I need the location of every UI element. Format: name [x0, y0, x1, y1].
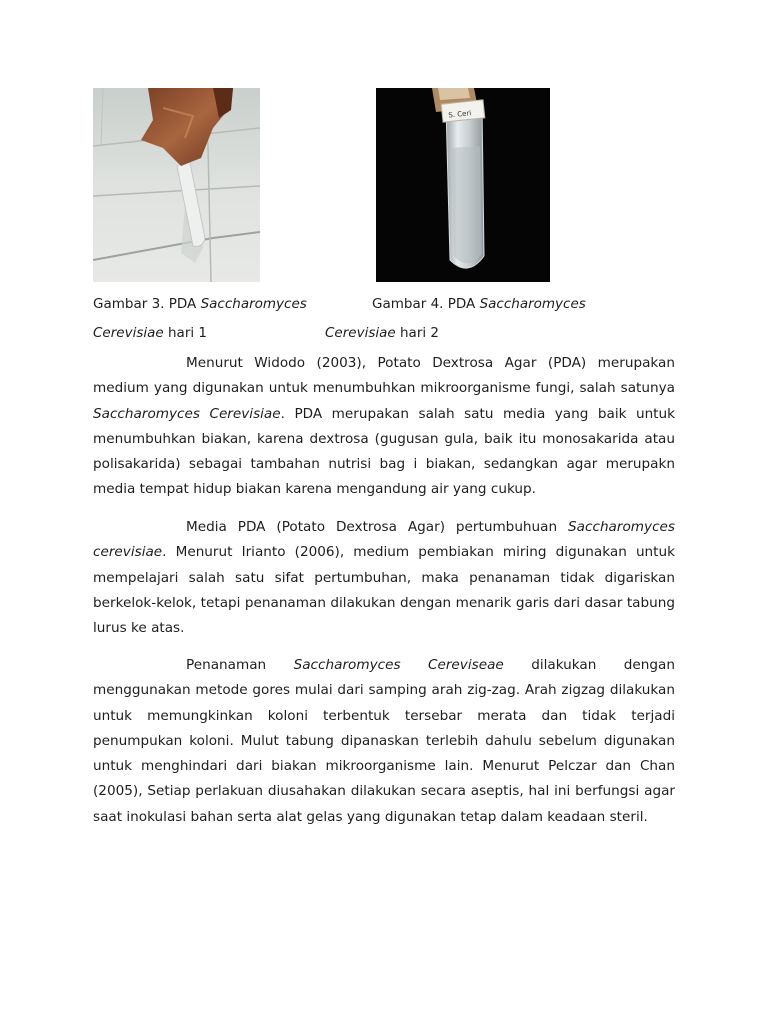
caption-prefix: Gambar 4. PDA	[372, 296, 480, 312]
paragraph-widodo	[93, 351, 675, 503]
paragraph-irianto	[93, 515, 675, 641]
caption-species: Cerevisiae	[93, 325, 164, 341]
figure-4-image	[376, 88, 550, 282]
paragraph-italic: Saccharomyces Cerevisiae	[93, 405, 281, 422]
caption-species: Cerevisiae	[325, 325, 396, 341]
paragraph-text: Penanaman	[186, 657, 294, 673]
figure-4-caption-line2	[325, 325, 439, 341]
paragraph-text: . PDA merupakan salah satu media yang baik untuk menumbuhkan biakan, karena dextrosa (gugusan gula, baik itu monosakarida atau polisakarida) sebagai tambahan nutrisi bag i biakan, sedangkan agar merupakn media tempat hidup biakan karena mengandung air yang cukup.	[93, 405, 676, 498]
paragraph-italic: Saccharomyces Cereviseae	[293, 657, 504, 673]
caption-prefix: Gambar 3. PDA	[93, 296, 201, 312]
figure-4-photo	[376, 88, 550, 282]
caption-species: Saccharomyces	[479, 296, 586, 312]
tube-label-text: S. Ceri	[447, 109, 472, 120]
paragraph-italic: Saccharomyces cerevisiae	[93, 519, 675, 561]
paragraph-text: Media PDA (Potato Dextrosa Agar) pertumbuhuan	[186, 519, 569, 535]
caption-day: hari 2	[395, 325, 440, 341]
paragraph-penanaman	[93, 653, 675, 830]
figure-3-photo	[93, 88, 260, 282]
paragraph-text: dilakukan dengan menggunakan metode gores mulai dari samping arah zig-zag. Arah zigzag dilakukan untuk memungkinkan koloni terbentuk tersebar merata dan tidak terjadi penumpukan koloni. Mulut tabung dipanaskan terlebih dahulu sebelum digunakan untuk menghindari dari biakan mikroorganisme lain. Menurut Pelczar dan Chan (2005), Setiap perlakuan diusahakan dilakukan secara aseptis, hal ini berfungsi agar saat inokulasi bahan serta alat gelas yang digunakan tetap dalam keadaan steril.	[93, 657, 675, 825]
paragraph-text: . Menurut Irianto (2006), medium pembiakan miring digunakan untuk mempelajari salah satu sifat pertumbuhan, maka penanaman tidak digariskan berkelok-kelok, tetapi penanaman dilakukan dengan menarik garis dari dasar tabung lurus ke atas.	[93, 544, 675, 637]
figure-3-image	[93, 88, 260, 282]
paragraph-text: Menurut Widodo (2003), Potato Dextrosa Agar (PDA) merupakan medium yang digunakan untuk menumbuhkan mikroorganisme fungi, salah satunya	[93, 355, 675, 397]
figure-3-caption-line2	[93, 325, 207, 341]
figure-3-caption-line1	[93, 296, 307, 312]
caption-day: hari 1	[163, 325, 208, 341]
figure-4-caption-line1	[372, 296, 586, 312]
caption-species: Saccharomyces	[200, 296, 307, 312]
